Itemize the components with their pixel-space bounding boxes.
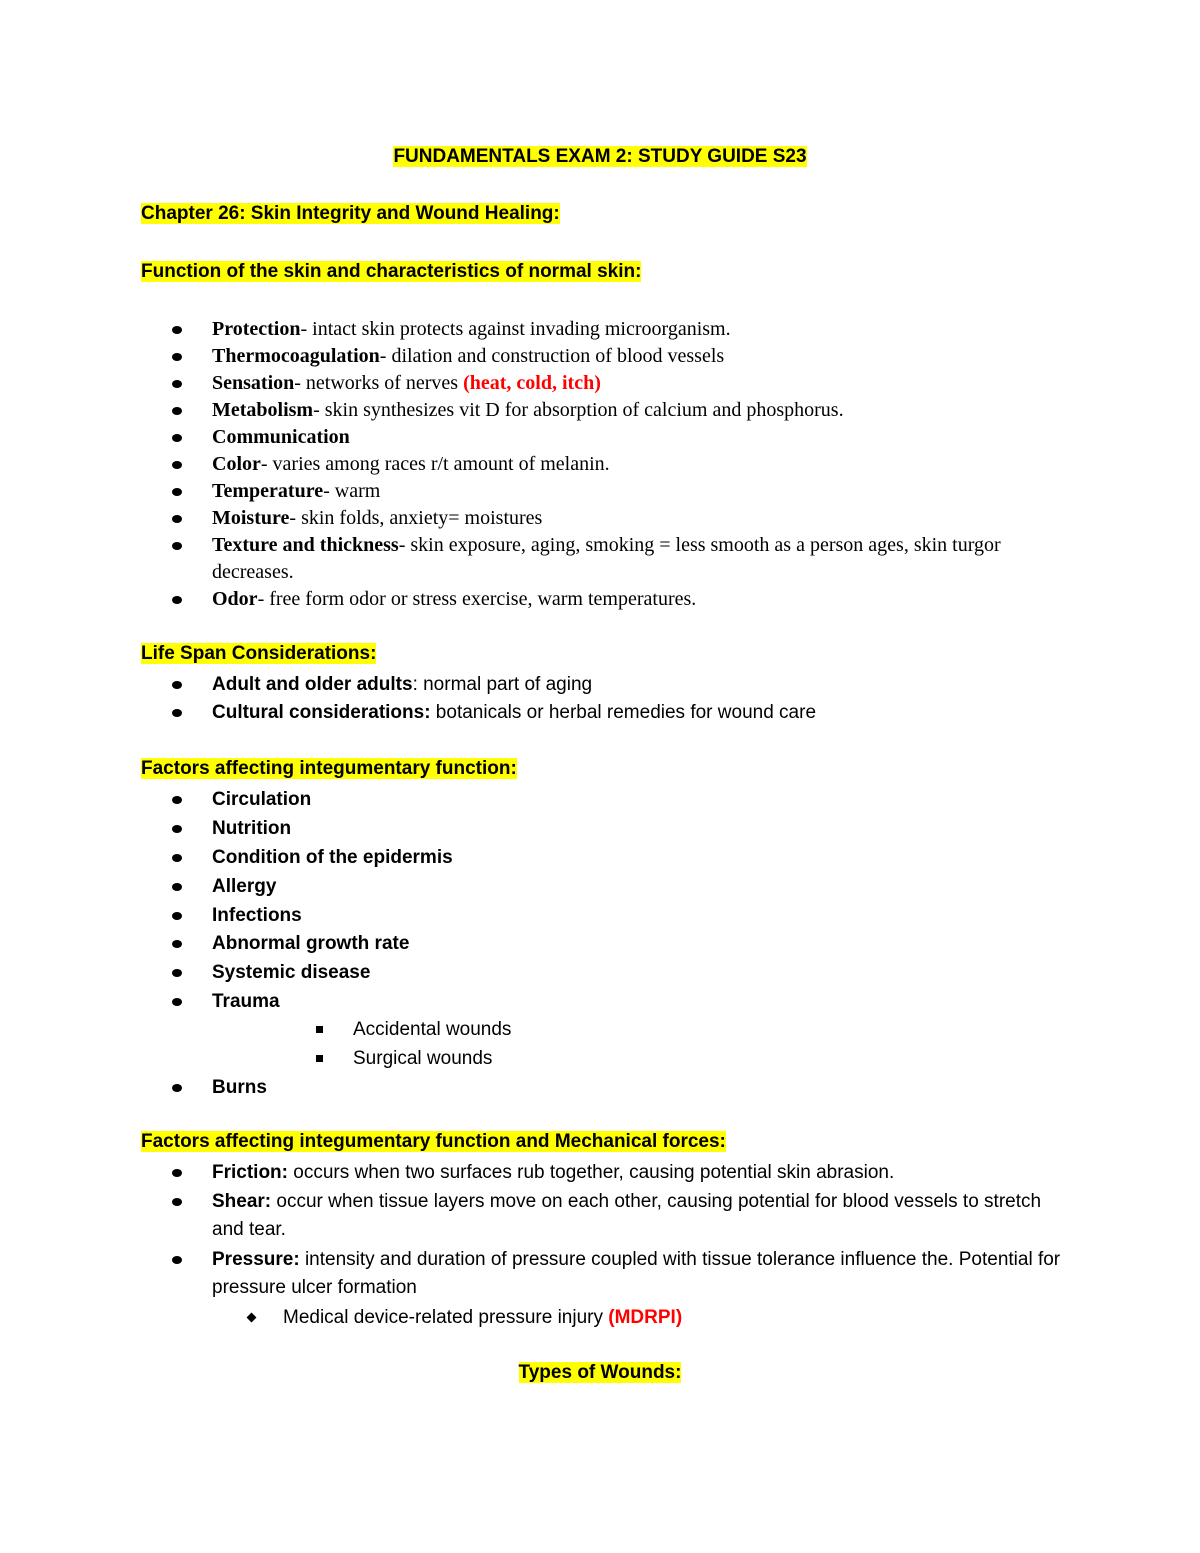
sub-item-text: Medical device-related pressure injury: [283, 1307, 609, 1328]
bullet-icon: [172, 1256, 182, 1264]
item-text: - free form odor or stress exercise, warm temperatures.: [257, 588, 697, 610]
item-text: occur when tissue layers move on each other, causing potential for blood vessels to stretch and tear.: [212, 1191, 1042, 1240]
item-term: Color: [212, 453, 261, 475]
sub-item-red-note: (MDRPI): [608, 1307, 683, 1328]
bullet-icon: [172, 883, 182, 891]
item-term: Metabolism: [212, 399, 314, 421]
item-text: Systemic disease: [212, 962, 371, 983]
bullet-icon: [172, 796, 182, 804]
section-heading-text: Factors affecting integumentary function and Mechanical forces:: [141, 1131, 726, 1152]
item-text: - varies among races r/t amount of melanin.: [260, 453, 610, 475]
bullet-icon: [172, 940, 182, 948]
item-text: - skin synthesizes vit D for absorption of calcium and phosphorus.: [313, 399, 844, 421]
section-heading-life-span: [141, 643, 376, 665]
bullet-icon: [172, 998, 182, 1006]
bullet-icon: [172, 596, 182, 604]
item-text: occurs when two surfaces rub together, causing potential skin abrasion.: [288, 1162, 895, 1183]
item-text: - warm: [323, 480, 381, 502]
item-term: Temperature: [212, 480, 324, 502]
item-term: Shear:: [212, 1191, 272, 1212]
bullet-icon: [172, 542, 182, 550]
item-text: - skin exposure, aging, smoking = less smooth as a person ages, skin turgor decreases.: [212, 534, 1001, 583]
item-term: Friction:: [212, 1162, 288, 1183]
section-heading-types-of-wounds: [0, 1362, 1200, 1384]
sub-item-text: Surgical wounds: [353, 1048, 493, 1069]
bullet-icon: [172, 1084, 182, 1092]
item-text: Nutrition: [212, 818, 292, 839]
section-heading-text: Types of Wounds:: [518, 1362, 682, 1383]
bullet-icon: [172, 709, 182, 717]
item-term: Pressure:: [212, 1249, 300, 1270]
bullet-icon: [172, 1169, 182, 1177]
section-heading-text: Factors affecting integumentary function:: [141, 758, 517, 779]
bullet-icon: [172, 461, 182, 469]
bullet-icon: [172, 434, 182, 442]
section-heading-text: Life Span Considerations:: [141, 643, 377, 664]
item-text: - intact skin protects against invading microorganism.: [300, 318, 731, 340]
item-text: Abnormal growth rate: [212, 933, 410, 954]
diamond-bullet-icon: [247, 1313, 257, 1323]
bullet-icon: [172, 969, 182, 977]
item-term: Communication: [212, 426, 350, 448]
item-term: Cultural considerations:: [212, 702, 431, 723]
item-term: Protection: [212, 318, 301, 340]
page-title: [0, 146, 1200, 168]
item-text: botanicals or herbal remedies for wound care: [430, 702, 817, 723]
bullet-icon: [172, 854, 182, 862]
bullet-icon: [172, 681, 182, 689]
item-term: Sensation: [212, 372, 295, 394]
bullet-icon: [172, 1198, 182, 1206]
item-text: Burns: [212, 1077, 267, 1098]
chapter-heading: [141, 203, 560, 225]
bullet-icon: [172, 912, 182, 920]
section-heading-mechanical-forces: [141, 1131, 726, 1153]
item-term: Texture and thickness: [212, 534, 399, 556]
item-text: - skin folds, anxiety= moistures: [289, 507, 543, 529]
item-text: : normal part of aging: [412, 674, 593, 695]
chapter-heading-text: Chapter 26: Skin Integrity and Wound Healing:: [141, 203, 560, 224]
square-bullet-icon: [316, 1026, 323, 1033]
bullet-icon: [172, 825, 182, 833]
item-text: Condition of the epidermis: [212, 847, 453, 868]
item-text: Infections: [212, 905, 302, 926]
bullet-icon: [172, 353, 182, 361]
bullet-icon: [172, 488, 182, 496]
item-term: Thermocoagulation: [212, 345, 380, 367]
item-text: - dilation and construction of blood vessels: [379, 345, 725, 367]
item-text: - networks of nerves: [294, 372, 464, 394]
bullet-icon: [172, 515, 182, 523]
section-heading-skin-function: [141, 261, 641, 283]
item-text: intensity and duration of pressure coupled with tissue tolerance influence the. Potential for pressure ulcer formation: [212, 1249, 1061, 1298]
item-term: Moisture: [212, 507, 290, 529]
section-heading-factors: [141, 758, 517, 780]
item-term: Odor: [212, 588, 258, 610]
item-text: Trauma: [212, 991, 280, 1012]
bullet-icon: [172, 380, 182, 388]
item-term: Adult and older adults: [212, 674, 413, 695]
section-heading-text: Function of the skin and characteristics of normal skin:: [141, 261, 642, 282]
bullet-icon: [172, 326, 182, 334]
item-text: Allergy: [212, 876, 277, 897]
page-title-text: FUNDAMENTALS EXAM 2: STUDY GUIDE S23: [393, 146, 807, 167]
item-text: Circulation: [212, 789, 312, 810]
item-red-note: (heat, cold, itch): [463, 372, 601, 394]
square-bullet-icon: [316, 1055, 323, 1062]
sub-item-text: Accidental wounds: [353, 1019, 512, 1040]
bullet-icon: [172, 407, 182, 415]
